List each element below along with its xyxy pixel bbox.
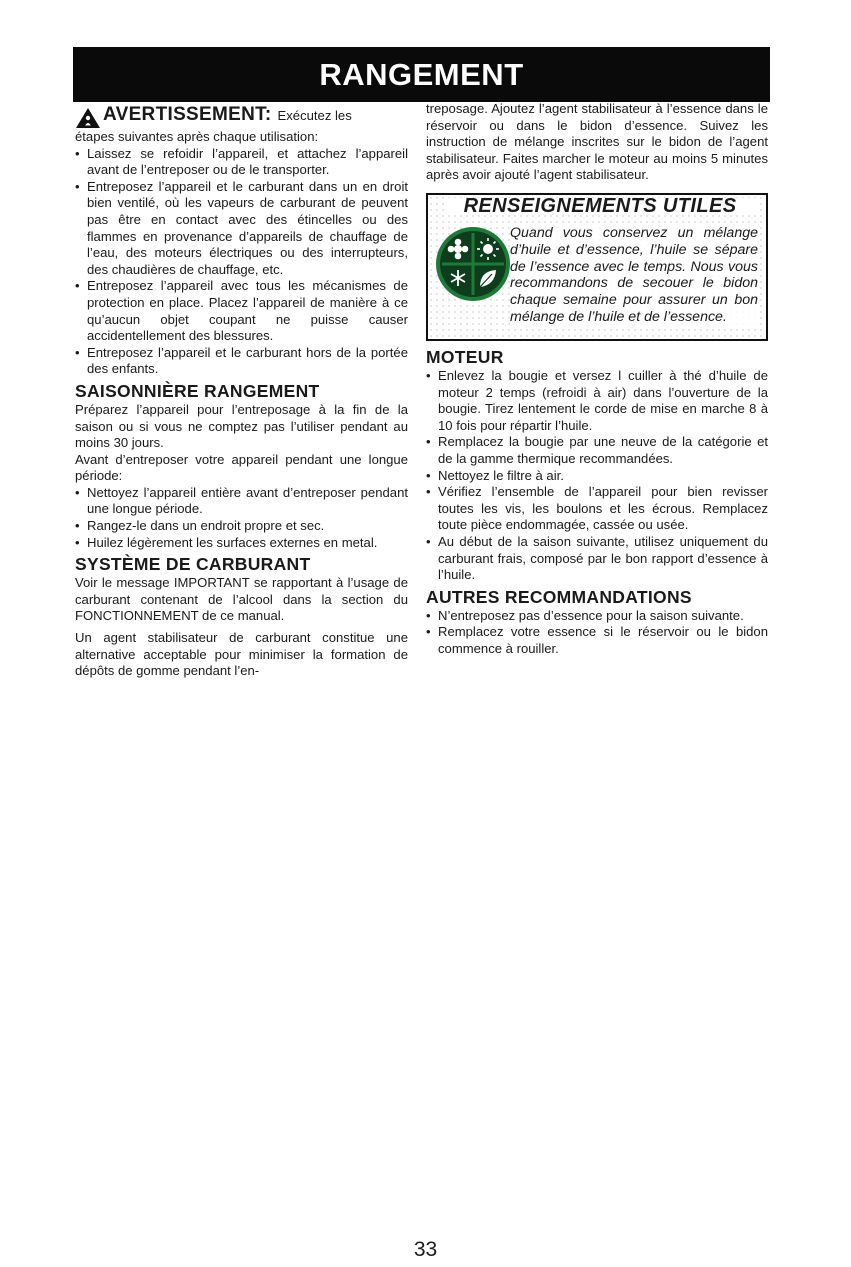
section-title: RANGEMENT [319,56,524,92]
seasonal-list [75,485,408,551]
page-number: 33 [413,1238,438,1261]
list-item: • Vérifiez l’ensemble de l’appareil pour bien revisser toutes les vis, les boulons et les écrous. Remplacez toute pièce endommagée, cassée ou usée. [426,484,768,534]
tips-title: RENSEIGNEMENTS UTILES [444,198,756,215]
list-item: • Nettoyez l’appareil entière avant d’entreposer pendant une longue période. [75,485,408,518]
warning-triangle-icon [75,107,101,129]
other-list [426,608,768,658]
seasonal-paragraph: Préparez l’appareil pour l’entreposage à la fin de la saison ou si vous ne comptez pas l’utiliser pendant au moins 30 jours. [75,401,408,451]
list-item: • Rangez-le dans un endroit propre et sec. [75,518,408,535]
list-item: • N’entreposez pas d’essence pour la saison suivante. [426,608,768,625]
list-item: • Remplacez votre essence si le réservoir ou le bidon commence à rouiller. [426,624,768,657]
seasonal-heading: SAISONNIÈRE RANGEMENT [75,380,320,401]
fuel-heading: SYSTÈME DE CARBURANT [75,554,311,575]
seasons-emblem-icon [434,225,512,303]
fuel-paragraph: Voir le message IMPORTANT se rapportant à l’usage de carburant contenant de l’alcool dans la section du FONCTIONNEMENT de ce manual. [75,575,408,624]
fuel-paragraph-continued: treposage. Ajoutez l’agent stabilisateur à l’essence dans le réservoir ou dans le bidon d’essence. Suivez les instruction de mélange inscrites sur le bidon de l’agent stabilisateur. Faites marcher le moteur au moins 5 minutes après avoir ajouté l’agent stabilisateur. [426,101,768,183]
list-item: • Entreposez l’appareil et le carburant dans un en droit bien ventilé, où les vapeurs de carburant de peuvent pas être en contact avec des étincelles ou des flammes en provenance d’appareils de chauffage de l’eau, des moteurs électriques ou des interrupteurs, des chaudières de chauffage, etc. [75,179,408,279]
list-item: • Remplacez la bougie par une neuve de la catégorie et de la gamme thermique recommandées. [426,434,768,467]
list-item: • Enlevez la bougie et versez l cuiller à thé d’huile de moteur 2 temps (refroidi à air) dans l’ouverture de la bougie. Tirez lentement le corde de mise en marche 8 à 10 fois pour répartir l’huile. [426,368,768,434]
list-item: • Huilez légèrement les surfaces externes en metal. [75,535,408,552]
warning-block [75,104,408,378]
engine-heading: MOTEUR [426,346,504,367]
warning-intro-start: Exécutez les [277,108,352,123]
right-column [426,101,768,657]
warning-title: AVERTISSEMENT: [103,104,272,125]
warning-intro-rest: étapes suivantes après chaque utilisation: [75,129,319,144]
fuel-paragraph-start: Un agent stabilisateur de carburant constitue une alternative acceptable pour minimiser la formation de dépôts de gomme pendant l’en- [75,630,408,679]
list-item: • Nettoyez le filtre à air. [426,468,768,485]
engine-list [426,368,768,584]
tips-text: Quand vous conservez un mélange d’huile et d’essence, l’huile se sépare de l’essence avec le temps. Nous vous recommandons de secouer le bidon chaque semaine pour assurer un bon mélange de l’huile et de l’essence. [510,224,758,325]
list-item: • Laissez se refoidir l’appareil, et attachez l’appareil avant de l’entreposer ou de le transporter. [75,146,408,179]
left-column [75,101,408,680]
list-item: • Entreposez l’appareil et le carburant hors de la portée des enfants. [75,345,408,378]
seasonal-paragraph: Avant d’entreposer votre appareil pendant une longue période: [75,451,408,484]
list-item: • Au début de la saison suivante, utilisez uniquement du carburant frais, composé par le bon rapport d’essence à l’huile. [426,534,768,584]
list-item: • Entreposez l’appareil avec tous les mécanismes de protection en place. Placez l’appareil de manière à ce qu’aucun objet coupant ne puisse causer accidentellement des blessures. [75,278,408,344]
warning-list [75,146,408,378]
other-heading: AUTRES RECOMMANDATIONS [426,586,692,607]
helpful-tips-box [426,193,768,341]
section-banner [73,47,770,102]
